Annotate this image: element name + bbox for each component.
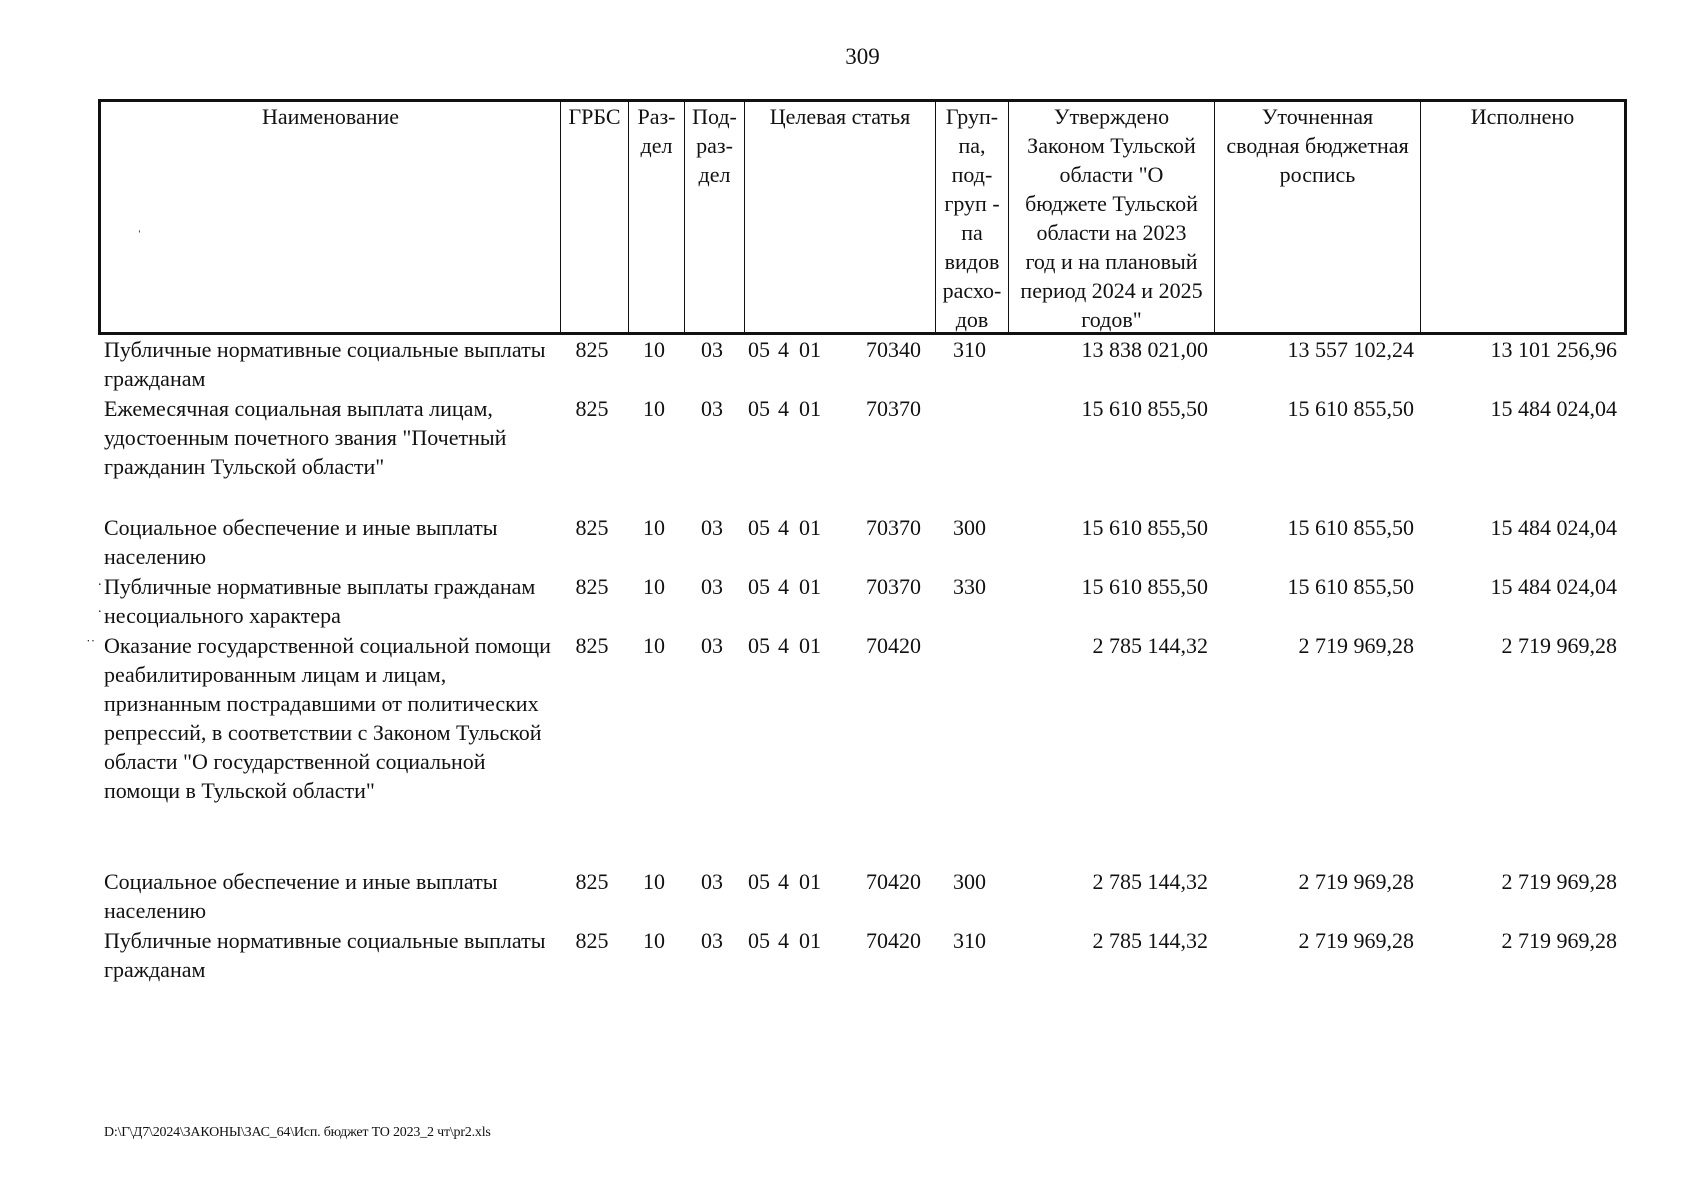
row-target	[742, 926, 933, 985]
header-grbs: ГРБС	[561, 102, 629, 332]
header-podrazdel: Под- раз- дел	[685, 102, 745, 332]
target-direction: 70420	[866, 869, 921, 894]
target-subprogram: 4	[778, 337, 789, 362]
row-name: Публичные нормативные выплаты гражданам несоциального характера	[104, 574, 536, 628]
scan-mark: .	[98, 601, 102, 616]
row-podrazdel: 03	[701, 515, 723, 540]
target-subprogram: 4	[778, 633, 789, 658]
row-executed: 15 484 024,04	[1490, 396, 1617, 421]
header-target: Целевая статья	[745, 102, 936, 332]
target-direction: 70370	[866, 396, 921, 421]
page-number: 309	[845, 44, 880, 69]
table-row	[98, 926, 1627, 985]
table-row	[98, 335, 1627, 394]
row-refined: 15 610 855,50	[1287, 396, 1414, 421]
row-razdel: 10	[643, 928, 665, 953]
row-podrazdel: 03	[701, 869, 723, 894]
row-target	[742, 335, 933, 394]
target-subprogram: 4	[778, 396, 789, 421]
row-executed: 15 484 024,04	[1490, 574, 1617, 599]
header-refined: Уточненная сводная бюджетная роспись	[1215, 102, 1421, 332]
row-name: Публичные нормативные социальные выплаты гражданам	[104, 928, 546, 982]
row-executed: 13 101 256,96	[1490, 337, 1617, 362]
row-group: 310	[953, 337, 986, 362]
target-program: 05	[748, 515, 770, 540]
header-name-label: Наименование	[261, 104, 400, 129]
target-event: 01	[799, 515, 821, 540]
row-executed: 2 719 969,28	[1501, 633, 1617, 658]
target-program: 05	[748, 633, 770, 658]
header-approved: Утверждено Законом Тульской области "О бюджете Тульской области на 2023 год и на плановый период 2024 и 2025 годов"	[1009, 102, 1215, 332]
row-podrazdel: 03	[701, 337, 723, 362]
row-name: Оказание государственной социальной помощи реабилитированным лицам и лицам, признанным пострадавшими от политических репрессий, в соответствии с Законом Тульской области "О государственной социальной помощи в Тульской области"	[104, 633, 551, 803]
target-subprogram: 4	[778, 574, 789, 599]
target-event: 01	[799, 928, 821, 953]
row-name: Публичные нормативные социальные выплаты гражданам	[104, 337, 546, 391]
row-name: Социальное обеспечение и иные выплаты населению	[104, 515, 498, 569]
row-grbs: 825	[575, 515, 609, 540]
row-refined: 15 610 855,50	[1287, 574, 1414, 599]
table-body	[98, 335, 1627, 985]
target-subprogram: 4	[778, 928, 789, 953]
row-approved: 15 610 855,50	[1081, 515, 1208, 540]
row-approved: 2 785 144,32	[1092, 928, 1208, 953]
row-target	[742, 572, 933, 631]
row-refined: 15 610 855,50	[1287, 515, 1414, 540]
row-executed: 2 719 969,28	[1501, 928, 1617, 953]
row-grbs: 825	[575, 574, 609, 599]
row-razdel: 10	[643, 396, 665, 421]
target-program: 05	[748, 574, 770, 599]
row-podrazdel: 03	[701, 396, 723, 421]
target-program: 05	[748, 337, 770, 362]
row-grbs: 825	[575, 337, 609, 362]
row-razdel: 10	[643, 515, 665, 540]
row-refined: 2 719 969,28	[1298, 869, 1414, 894]
row-approved: 15 610 855,50	[1081, 574, 1208, 599]
row-approved: 13 838 021,00	[1081, 337, 1208, 362]
row-podrazdel: 03	[701, 574, 723, 599]
table-row	[98, 572, 1627, 631]
file-path-footer: D:\Г\Д7\2024\ЗАКОНЫ\ЗАС_64\Исп. бюджет ТО 2023_2 чт\pr2.xls	[104, 1125, 491, 1140]
target-program: 05	[748, 396, 770, 421]
header-executed: Исполнено	[1470, 104, 1575, 129]
header-razdel: Раз- дел	[629, 102, 685, 332]
target-direction: 70420	[866, 928, 921, 953]
row-razdel: 10	[643, 633, 665, 658]
target-direction: 70370	[866, 574, 921, 599]
table-header	[98, 99, 1627, 335]
target-direction: 70420	[866, 633, 921, 658]
target-event: 01	[799, 337, 821, 362]
target-event: 01	[799, 574, 821, 599]
row-approved: 2 785 144,32	[1092, 633, 1208, 658]
row-target	[742, 394, 933, 513]
row-target	[742, 513, 933, 572]
scan-mark: .	[98, 574, 102, 589]
target-event: 01	[799, 633, 821, 658]
row-group	[933, 394, 1006, 513]
row-group: 300	[953, 515, 986, 540]
row-refined: 2 719 969,28	[1298, 633, 1414, 658]
row-podrazdel: 03	[701, 633, 723, 658]
row-target	[742, 631, 933, 867]
row-group: 310	[953, 928, 986, 953]
row-group: 330	[953, 574, 986, 599]
table-row	[98, 513, 1627, 572]
table-row	[98, 631, 1627, 867]
row-grbs: 825	[575, 633, 609, 658]
target-subprogram: 4	[778, 869, 789, 894]
row-executed: 15 484 024,04	[1490, 515, 1617, 540]
target-subprogram: 4	[778, 515, 789, 540]
row-name: Ежемесячная социальная выплата лицам, удостоенным почетного звания "Почетный гражданин Тульской области"	[104, 396, 507, 479]
target-direction: 70370	[866, 515, 921, 540]
row-razdel: 10	[643, 574, 665, 599]
target-event: 01	[799, 396, 821, 421]
row-approved: 2 785 144,32	[1092, 869, 1208, 894]
row-grbs: 825	[575, 928, 609, 953]
table-row	[98, 867, 1627, 926]
row-grbs: 825	[575, 869, 609, 894]
target-program: 05	[748, 928, 770, 953]
row-approved: 15 610 855,50	[1081, 396, 1208, 421]
target-program: 05	[748, 869, 770, 894]
row-target	[742, 867, 933, 926]
row-name: Социальное обеспечение и иные выплаты населению	[104, 869, 498, 923]
row-group	[933, 631, 1006, 867]
header-group: Груп- па, под- груп - па видов расхо- дов	[936, 102, 1009, 332]
header-name	[101, 102, 561, 332]
row-podrazdel: 03	[701, 928, 723, 953]
target-event: 01	[799, 869, 821, 894]
row-refined: 13 557 102,24	[1287, 337, 1414, 362]
row-executed: 2 719 969,28	[1501, 869, 1617, 894]
row-group: 300	[953, 869, 986, 894]
row-razdel: 10	[643, 869, 665, 894]
scan-mark: ˈ	[137, 229, 142, 244]
target-direction: 70340	[866, 337, 921, 362]
row-razdel: 10	[643, 337, 665, 362]
row-grbs: 825	[575, 396, 609, 421]
scan-mark: ˙˙	[86, 638, 96, 653]
table-row	[98, 394, 1627, 513]
row-refined: 2 719 969,28	[1298, 928, 1414, 953]
